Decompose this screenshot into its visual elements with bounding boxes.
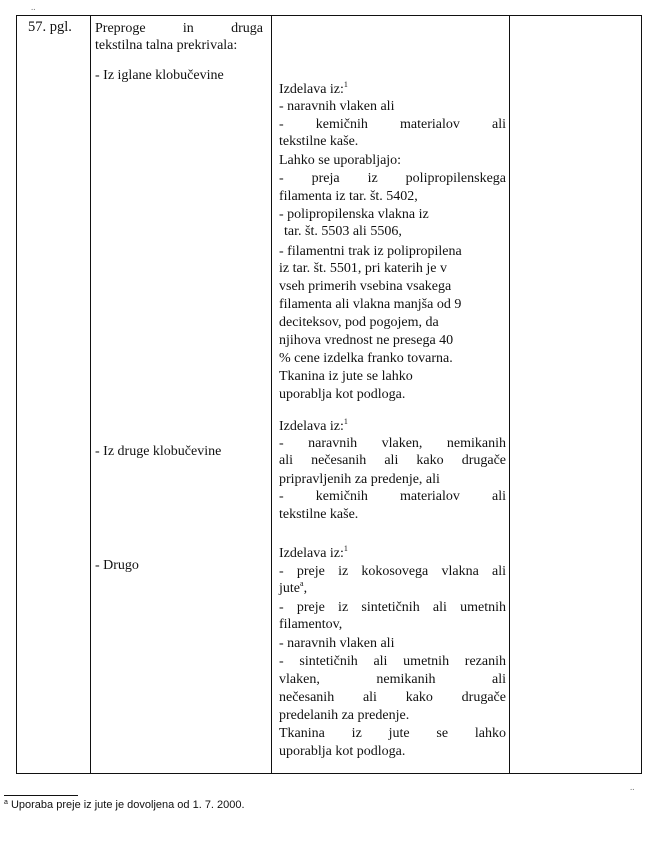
block2-line: - kemičnih materialov ali (279, 489, 506, 504)
block3-line: predelanih za predenje. (279, 708, 410, 723)
block1-lead: Izdelava iz:$^1$ (279, 80, 348, 97)
block2-lead: Izdelava iz:$^1$ (279, 417, 348, 434)
block2-line: ali nečesanih ali kako drugače (279, 453, 506, 468)
block2-line: pripravljenih za predenje, ali (279, 472, 440, 487)
empty-cell (510, 16, 642, 774)
block2-line: - naravnih vlaken, nemikanih (279, 436, 506, 451)
block1-line: uporablja kot podloga. (279, 387, 406, 402)
scan-mark-top: .. (31, 2, 36, 12)
block1-line: Tkanina iz jute se lahko (279, 369, 413, 384)
item-other: - Drugo (95, 558, 139, 573)
chapter-cell (17, 16, 91, 774)
tariff-table (16, 15, 642, 774)
block2-line: tekstilne kaše. (279, 507, 359, 522)
block3-line: Tkanina iz jute se lahko (279, 726, 506, 741)
footnote-ref: a (300, 579, 304, 588)
block1-line: - preja iz polipropilenskega (279, 171, 506, 186)
block3-jute-line: jute$^a$, (279, 579, 308, 596)
item-other-felt: - Iz druge klobučevine (95, 444, 222, 459)
processing-cell (272, 16, 510, 774)
block3-line: nečesanih ali kako drugače (279, 690, 506, 705)
block3-lead: Izdelava iz:$^1$ (279, 544, 348, 561)
block3-line: uporablja kot podloga. (279, 744, 406, 759)
block3-line: - preje iz sintetičnih ali umetnih (279, 600, 506, 615)
block1-line: deciteksov, pod pogojem, da (279, 315, 439, 330)
block1-line: - polipropilenska vlakna iz (279, 207, 429, 222)
block3-line: - preje iz kokosovega vlakna ali (279, 564, 506, 579)
block1-line: filamenta iz tar. št. 5402, (279, 189, 418, 204)
heading-line-1: Preproge in druga (95, 21, 263, 36)
footnote-text: Uporaba preje iz jute je dovoljena od 1. 7. 2000. (10, 799, 245, 811)
block1-line: - naravnih vlaken ali (279, 99, 395, 114)
block1-line: iz tar. št. 5501, pri katerih je v (279, 261, 447, 276)
footnote-marker: a (4, 799, 8, 806)
item-needle-felt: - Iz iglane klobučevine (95, 68, 224, 83)
block1-line: % cene izdelka franko tovarna. (279, 351, 453, 366)
footnote-rule (4, 795, 78, 796)
block1-line: filamenta ali vlakna manjša od 9 (279, 297, 462, 312)
heading-line-2: tekstilna talna prekrivala: (95, 38, 238, 53)
block1-line: vseh primerih vsebina vsakega (279, 279, 452, 294)
block1-line: tar. št. 5503 ali 5506, (284, 224, 402, 239)
block3-line: - sintetičnih ali umetnih rezanih (279, 654, 506, 669)
scan-mark-bottom: .. (630, 782, 635, 792)
block3-line: vlaken, nemikanih ali (279, 672, 506, 687)
block1-line: - kemičnih materialov ali (279, 117, 506, 132)
block1-line: tekstilne kaše. (279, 134, 359, 149)
footnote (4, 799, 245, 811)
block1-line: Lahko se uporabljajo: (279, 153, 402, 168)
chapter-number: 57. pgl. (28, 19, 72, 35)
block3-line: filamentov, (279, 617, 343, 632)
block1-line: - filamentni trak iz polipropilena (279, 244, 462, 259)
block1-line: njihova vrednost ne presega 40 (279, 333, 454, 348)
block3-line: - naravnih vlaken ali (279, 636, 395, 651)
description-cell (91, 16, 272, 774)
